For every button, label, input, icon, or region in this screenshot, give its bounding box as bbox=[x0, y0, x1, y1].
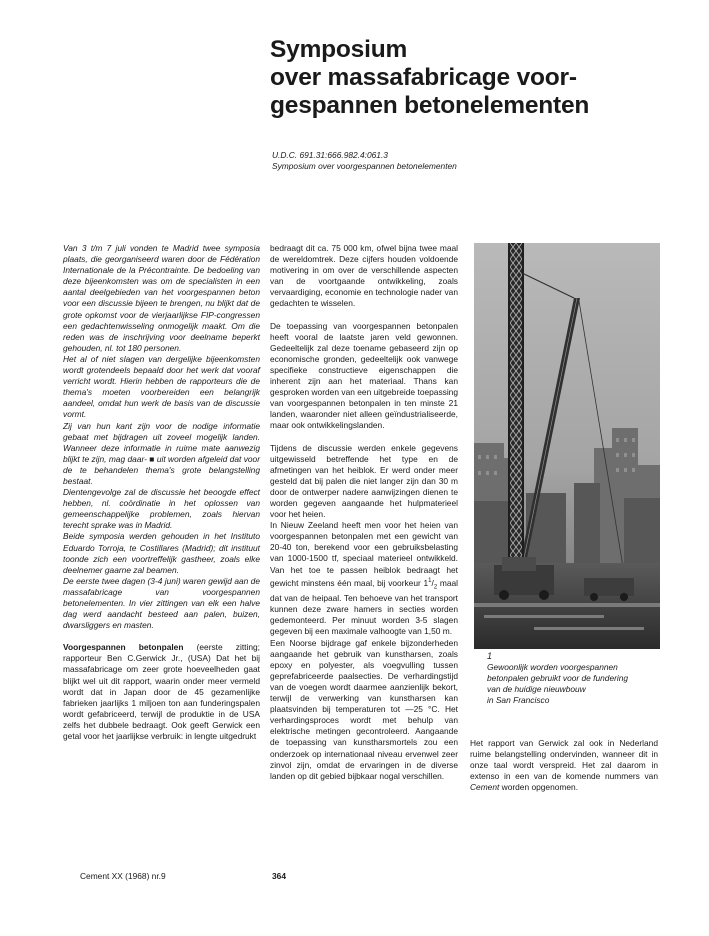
figure-number: 1 bbox=[487, 651, 493, 661]
paragraph: Het al of niet slagen van dergelijke bijeenkomsten wordt grotendeels bepaald door het werk dat vooraf verricht wordt. Hierin hebben de rapporteurs die de thema's moeten voorbereiden een belangrijk aandeel, omdat hun werk de basis van de discussie vormt. bbox=[63, 353, 260, 420]
udc-block bbox=[272, 150, 457, 172]
paragraph-text: In Nieuw Zeeland heeft men voor het heien van voorgespannen betonpalen met een gewicht van 20-40 ton, berekend voor een gebruiksbelasting van 1000-1500 tf, speciaal materieel ontwikkeld. Van het toe te passen heiblok bedraagt het gewicht minstens één maal, bij voorkeur 1 bbox=[270, 520, 458, 588]
article-title bbox=[270, 36, 690, 120]
fraction-numerator: 1 bbox=[428, 577, 432, 584]
paragraph-text: (eerste zitting; rapporteur Ben C.Gerwick Jr., (USA) Dat het bij massafabricage om zeer grote hoeveelheden gaat blijkt wel uit dit rapport, waarin onder meer vermeld wordt dat in Japan door de 45 gezamenlijke fabrieken jaarlijks 1 miljoen ton aan funderingspalen wordt gefabriceerd, terwijl de produktie in de USA zelfs het dubbele bedraagt. Ook geeft Gerwick een getal voor het jaarlijkse verbruik: in lengte uitgedrukt bbox=[63, 642, 260, 742]
paragraph: In Nieuw Zeeland heeft men voor het heien van voorgespannen betonpalen met een gewicht van 20-40 ton, berekend voor een gebruiksbelasting van 1000-1500 tf, speciaal materieel ontwikkeld. Van het toe te passen heiblok bedraagt het gewicht minstens één maal, bij voorkeur $1^1/_2$ maal dat van de heipaal. Ten behoeve van het transport kunnen deze zware hamers in secties worden gedemonteerd. Per minuut worden 3-5 slagen gegeven bij een maximale valhoogte van 1,50 m. bbox=[270, 520, 458, 637]
photo-pile-driver bbox=[474, 243, 660, 649]
caption-line: Gewoonlijk worden voorgespannen bbox=[487, 662, 618, 673]
section-heading: Voorgespannen betonpalen bbox=[63, 642, 184, 653]
paragraph bbox=[470, 738, 658, 793]
paragraph-piles bbox=[63, 642, 260, 742]
title-line-2: over massafabricage voor- bbox=[270, 64, 577, 91]
journal-name: Cement bbox=[470, 782, 500, 793]
paragraph: De toepassing van voorgespannen betonpalen heeft vooral de laatste jaren veld gewonnen. Gedeeltelijk zal deze toename gebaseerd zijn op economische gronden, gedeeltelijk ook vanwege specifieke constructieve eigenschappen die inherent zijn aan het materiaal. Thans kan gesproken worden van een uitgebreide toepassing van voorgespannen betonpalen in ten minste 21 landen, waaronder niet alleen geïndustrialiseerde, maar ook ontwikkelingslanden. bbox=[270, 320, 458, 431]
page-number: 364 bbox=[272, 871, 286, 881]
caption-line: in San Francisco bbox=[487, 695, 550, 706]
title-line-3: gespannen betonelementen bbox=[270, 92, 590, 119]
paragraph-text: maal dat van de heipaal. Ten behoeve van het transport kunnen deze zware hamers in secties worden gedemonteerd. Per minuut worden 3-5 slagen gegeven bij een maximale valhoogte van 1,50 m. bbox=[270, 577, 458, 637]
fraction-denominator: 2 bbox=[433, 584, 438, 591]
paragraph: Zij van hun kant zijn voor de nodige informatie gebaat met bijdragen uit zoveel mogelijk landen. Wanneer deze informatie in ruime mate aanwezig blijkt te zijn, mag daar- ■ uit worden afgeleid dat voor de te behandelen thema's grote belangstelling bestaat. bbox=[63, 420, 260, 486]
paragraph: bedraagt dit ca. 75 000 km, ofwel bijna twee maal de wereldomtrek. Deze cijfers houden voldoende motivering in om over de verschillende aspecten van de voortgaande ontwikkeling, zoals vervaardiging, economie en technologie nader van gedachten te wisselen. bbox=[270, 243, 458, 309]
caption-line: betonpalen gebruikt voor de fundering bbox=[487, 673, 629, 684]
figure-caption bbox=[487, 651, 662, 706]
paragraph-text: Het rapport van Gerwick zal ook in Nederland ruime belangstelling ondervinden, wanneer dit in onze taal wordt verspreid. Het zal daarom in extenso in een van de komende nummers van bbox=[470, 738, 658, 782]
paragraph: Dientengevolge zal de discussie het beoogde effect hebben, nl. coördinatie in het oplossen van gemeenschappelijke problemen, zoals hiervan terecht sprake was in Madrid. bbox=[63, 487, 260, 531]
paragraph: Een Noorse bijdrage gaf enkele bijzonderheden aangaande het gebruik van kunstharsen, zoals epoxy en polyester, als voegvulling tussen geprefabriceerde paalsecties. De verhardingstijd van de voegen wordt daarmee aanzienlijk bekort, terwijl de verwerking van kunstharsen kan plaatsvinden bij temperaturen tot —25 °C. Het verhardingsproces wordt met behulp van elektrische metingen gecontroleerd. Aangaande de toepassing van kunstharsmortels zou een onderzoek op internationaal niveau ervenwel zeer zinvol zijn, omdat de ervaringen in de diverse landen op dit gebied bijbkaar nogal verschillen. bbox=[270, 637, 458, 781]
caption-line: van de huidige nieuwbouw bbox=[487, 684, 586, 695]
paragraph: De eerste twee dagen (3-4 juni) waren gewijd aan de massafabricage van voorgespannen betonelementen. In vier zittingen van elk een halve dag werd aandacht besteed aan palen, buizen, dwarsliggers en masten. bbox=[63, 575, 260, 631]
footer-journal: Cement XX (1968) nr.9 bbox=[80, 871, 166, 881]
paragraph: Van 3 t/m 7 juli vonden te Madrid twee symposia plaats, die georganiseerd waren door de Fédération Internationale de la Précontrainte. De bedoeling van deze bijeenkomsten was om de specialisten in een aantal deelgebieden van het voorgespannen beton voor een discussie bijeen te brengen, nu blijkt dat de grote opkomst voor de vierjaarlijkse FIP-congressen een gedachtenwisseling onmogelijk maakt. Om die reden was de inschrijving voor deelname beperkt gehouden, nl. tot 180 personen. bbox=[63, 243, 260, 353]
udc-code: U.D.C. 691.31:666.982.4:061.3 bbox=[272, 150, 388, 160]
photo-illustration bbox=[474, 243, 660, 649]
udc-subtitle: Symposium over voorgespannen betonelementen bbox=[272, 161, 457, 171]
column-middle bbox=[270, 243, 458, 782]
paragraph-text: worden opgenomen. bbox=[499, 782, 579, 793]
title-line-1: Symposium bbox=[270, 36, 408, 63]
column-right bbox=[470, 738, 658, 793]
column-left bbox=[63, 243, 260, 742]
paragraph: Beide symposia werden gehouden in het Instituto Eduardo Torroja, te Costillares (Madrid); dit instituut toonde zich een voortreffelijk gastheer, zoals elke deelnemer gaarne zal beamen. bbox=[63, 531, 260, 575]
paragraph: Tijdens de discussie werden enkele gegevens uitgewisseld betreffende het type en de afmetingen van het heiblok. Er werd onder meer gesteld dat bij palen die niet langer zijn dan 30 m door de ontwerper nadere aanwijzingen dienen te worden gegeven aangaande het hulpmaterieel voor het heien. bbox=[270, 442, 458, 520]
